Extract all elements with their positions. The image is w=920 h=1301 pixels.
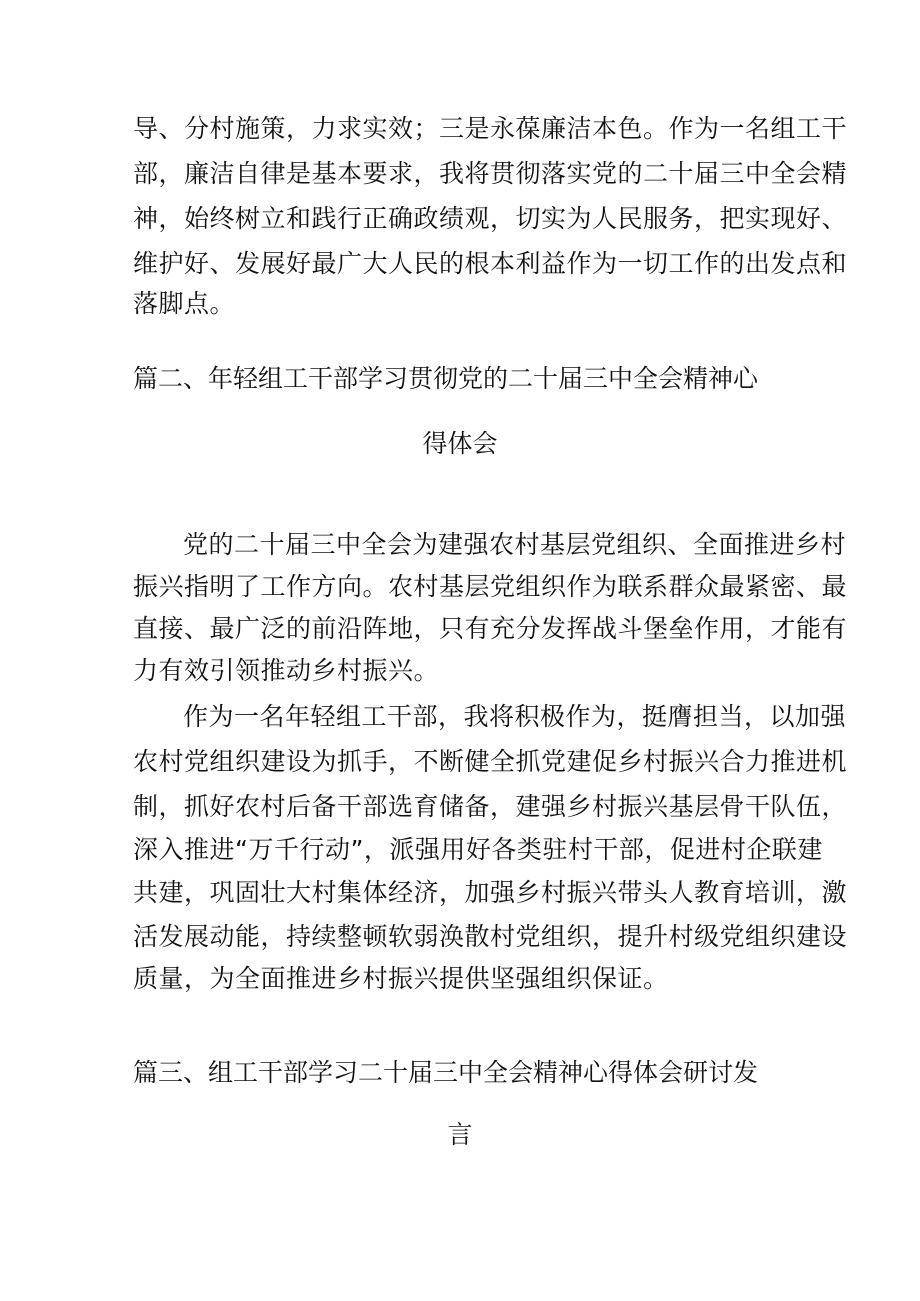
body-text-line: 直接、最广泛的前沿阵地，只有充分发挥战斗堡垒作用，才能有 xyxy=(133,614,848,643)
section-heading-continuation: 言 xyxy=(447,1120,473,1149)
body-text-line: 制，抓好农村后备干部选育储备，建强乡村振兴基层骨干队伍， xyxy=(133,792,848,821)
body-text-line: 部，廉洁自律是基本要求，我将贯彻落实党的二十届三中全会精 xyxy=(133,159,848,188)
body-text-line: 共建，巩固壮大村集体经济，加强乡村振兴带头人教育培训，激 xyxy=(133,878,848,907)
body-text-line: 维护好、发展好最广大人民的根本利益作为一切工作的出发点和 xyxy=(133,249,848,278)
section-heading-continuation: 得体会 xyxy=(422,429,498,458)
body-text-line: 质量，为全面推进乡村振兴提供坚强组织保证。 xyxy=(133,964,669,993)
body-text-line: 力有效引领推动乡村振兴。 xyxy=(133,656,440,685)
body-text-line: 深入推进“万千行动”，派强用好各类驻村干部，促进村企联建 xyxy=(133,835,823,864)
body-text-line: 落脚点。 xyxy=(133,289,236,318)
body-text-line: 活发展动能，持续整顿软弱涣散村党组织，提升村级党组织建设 xyxy=(133,922,848,951)
body-text-line: 导、分村施策，力求实效；三是永葆廉洁本色。作为一名组工干 xyxy=(133,114,848,143)
section-heading: 篇二、年轻组工干部学习贯彻党的二十届三中全会精神心 xyxy=(133,364,759,393)
body-text-line: 神，始终树立和践行正确政绩观，切实为人民服务，把实现好、 xyxy=(133,204,848,233)
paragraph-first-line: 作为一名年轻组工干部，我将积极作为，挺膺担当，以加强 xyxy=(183,702,847,731)
body-text-line: 振兴指明了工作方向。农村基层党组织作为联系群众最紧密、最 xyxy=(133,572,848,601)
paragraph-first-line: 党的二十届三中全会为建强农村基层党组织、全面推进乡村 xyxy=(183,530,847,559)
body-text-line: 农村党组织建设为抓手，不断健全抓党建促乡村振兴合力推进机 xyxy=(133,747,848,776)
section-heading: 篇三、组工干部学习二十届三中全会精神心得体会研讨发 xyxy=(133,1058,759,1087)
